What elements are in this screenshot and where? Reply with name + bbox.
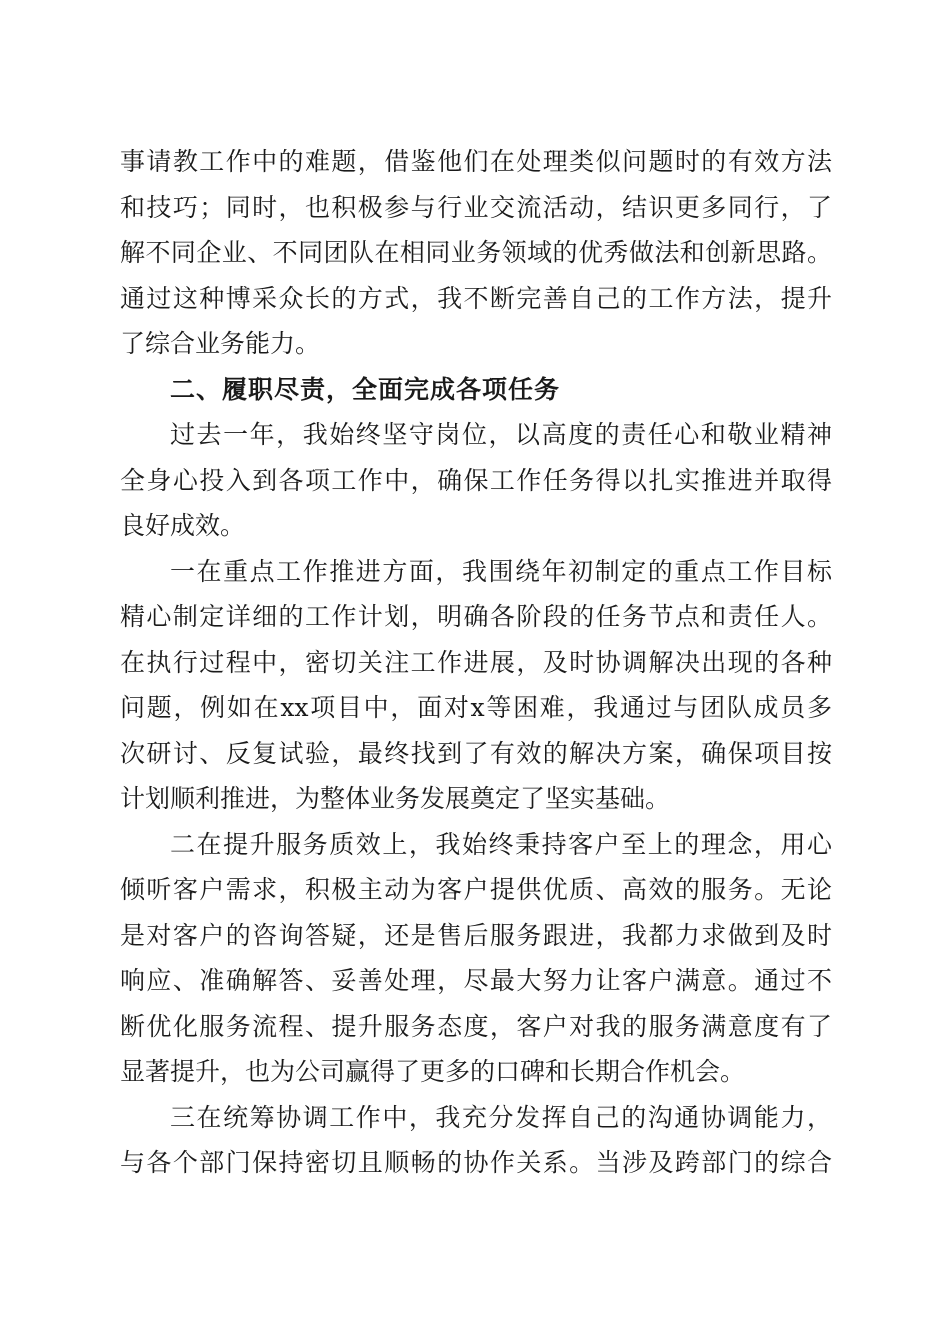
paragraph-line: 了综合业务能力。 — [120, 329, 321, 358]
paragraph-line: 通过这种博采众长的方式，我不断完善自己的工作方法，提升 — [120, 284, 832, 313]
paragraph-line: 倾听客户需求，积极主动为客户提供优质、高效的服务。无论 — [120, 875, 832, 904]
paragraph-line: 和技巧；同时，也积极参与行业交流活动，结识更多同行，了 — [120, 193, 832, 222]
paragraph-line: 精心制定详细的工作计划，明确各阶段的任务节点和责任人。 — [120, 602, 832, 631]
paragraph-line: 断优化服务流程、提升服务态度，客户对我的服务满意度有了 — [120, 1012, 832, 1041]
paragraph-line: 计划顺利推进，为整体业务发展奠定了坚实基础。 — [120, 784, 671, 813]
paragraph-line: 二在提升服务质效上，我始终秉持客户至上的理念，用心 — [170, 830, 832, 859]
section-heading: 二、履职尽责，全面完成各项任务 — [170, 375, 561, 404]
paragraph-line: 解不同企业、不同团队在相同业务领域的优秀做法和创新思路。 — [120, 238, 832, 267]
paragraph-line: 显著提升，也为公司赢得了更多的口碑和长期合作机会。 — [120, 1057, 746, 1086]
paragraph-line: 与各个部门保持密切且顺畅的协作关系。当涉及跨部门的综合 — [120, 1148, 832, 1177]
paragraph-line: 次研讨、反复试验，最终找到了有效的解决方案，确保项目按 — [120, 739, 832, 768]
paragraph-line: 在执行过程中，密切关注工作进展，及时协调解决出现的各种 — [120, 648, 832, 677]
paragraph-line: 过去一年，我始终坚守岗位，以高度的责任心和敬业精神 — [170, 420, 832, 449]
paragraph-line: 是对客户的咨询答疑，还是售后服务跟进，我都力求做到及时 — [120, 921, 832, 950]
paragraph-line: 全身心投入到各项工作中，确保工作任务得以扎实推进并取得 — [120, 466, 832, 495]
paragraph-line: 三在统筹协调工作中，我充分发挥自己的沟通协调能力， — [170, 1103, 832, 1132]
paragraph-line: 响应、准确解答、妥善处理，尽最大努力让客户满意。通过不 — [120, 966, 832, 995]
paragraph-line: 良好成效。 — [120, 511, 246, 540]
paragraph-line: 一在重点工作推进方面，我围绕年初制定的重点工作目标 — [170, 557, 832, 586]
paragraph-line: 问题，例如在xx项目中，面对x等困难，我通过与团队成员多 — [120, 693, 832, 722]
paragraph-line: 事请教工作中的难题，借鉴他们在处理类似问题时的有效方法 — [120, 147, 832, 176]
